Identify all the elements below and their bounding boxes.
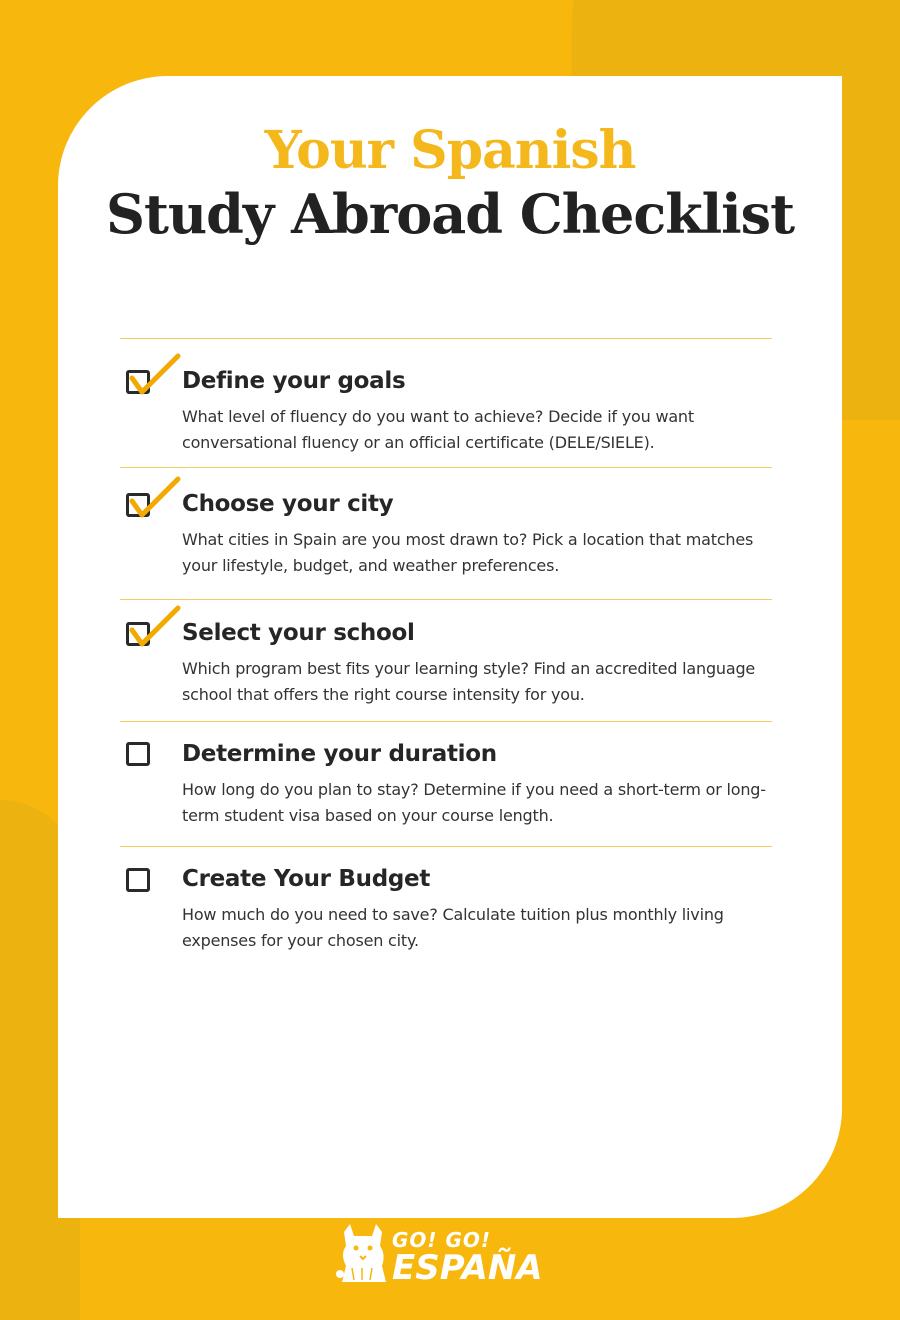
item-description: How much do you need to save? Calculate tuition plus monthly living expenses for your chosen city. [182,905,724,950]
checkbox-unchecked[interactable] [126,868,150,892]
item-title: Select your school [182,620,415,646]
checkmark-icon [124,352,180,400]
checklist-card [58,76,842,1218]
item-description: How long do you plan to stay? Determine if you need a short-term or long-term student visa based on your course length. [182,780,766,825]
divider [120,338,772,339]
divider [120,846,772,847]
item-title: Define your goals [182,368,406,394]
item-title: Create Your Budget [182,866,431,892]
brand-logo [330,1218,570,1290]
logo-text-go-go: GO! GO! [392,1228,492,1252]
checkmark-icon [124,604,180,652]
item-title: Choose your city [182,491,394,517]
checkmark-icon [124,475,180,523]
item-description: What cities in Spain are you most drawn to? Pick a location that matches your lifestyle, budget, and weather preferences. [182,530,754,575]
divider [120,599,772,600]
title-line-1: Your Spanish [264,120,636,181]
item-description: What level of fluency do you want to achieve? Decide if you want conversational fluency or an official certificate (DELE/SIELE). [182,407,694,452]
item-description: Which program best fits your learning style? Find an accredited language school that offers the right course intensity for you. [182,659,756,704]
divider [120,721,772,722]
divider [120,467,772,468]
item-title: Determine your duration [182,741,497,767]
logo-text-espana: ESPAÑA [392,1248,543,1288]
checkbox-unchecked[interactable] [126,742,150,766]
title-line-2: Study Abroad Checklist [105,182,795,246]
lynx-mascot-icon [334,1222,394,1286]
